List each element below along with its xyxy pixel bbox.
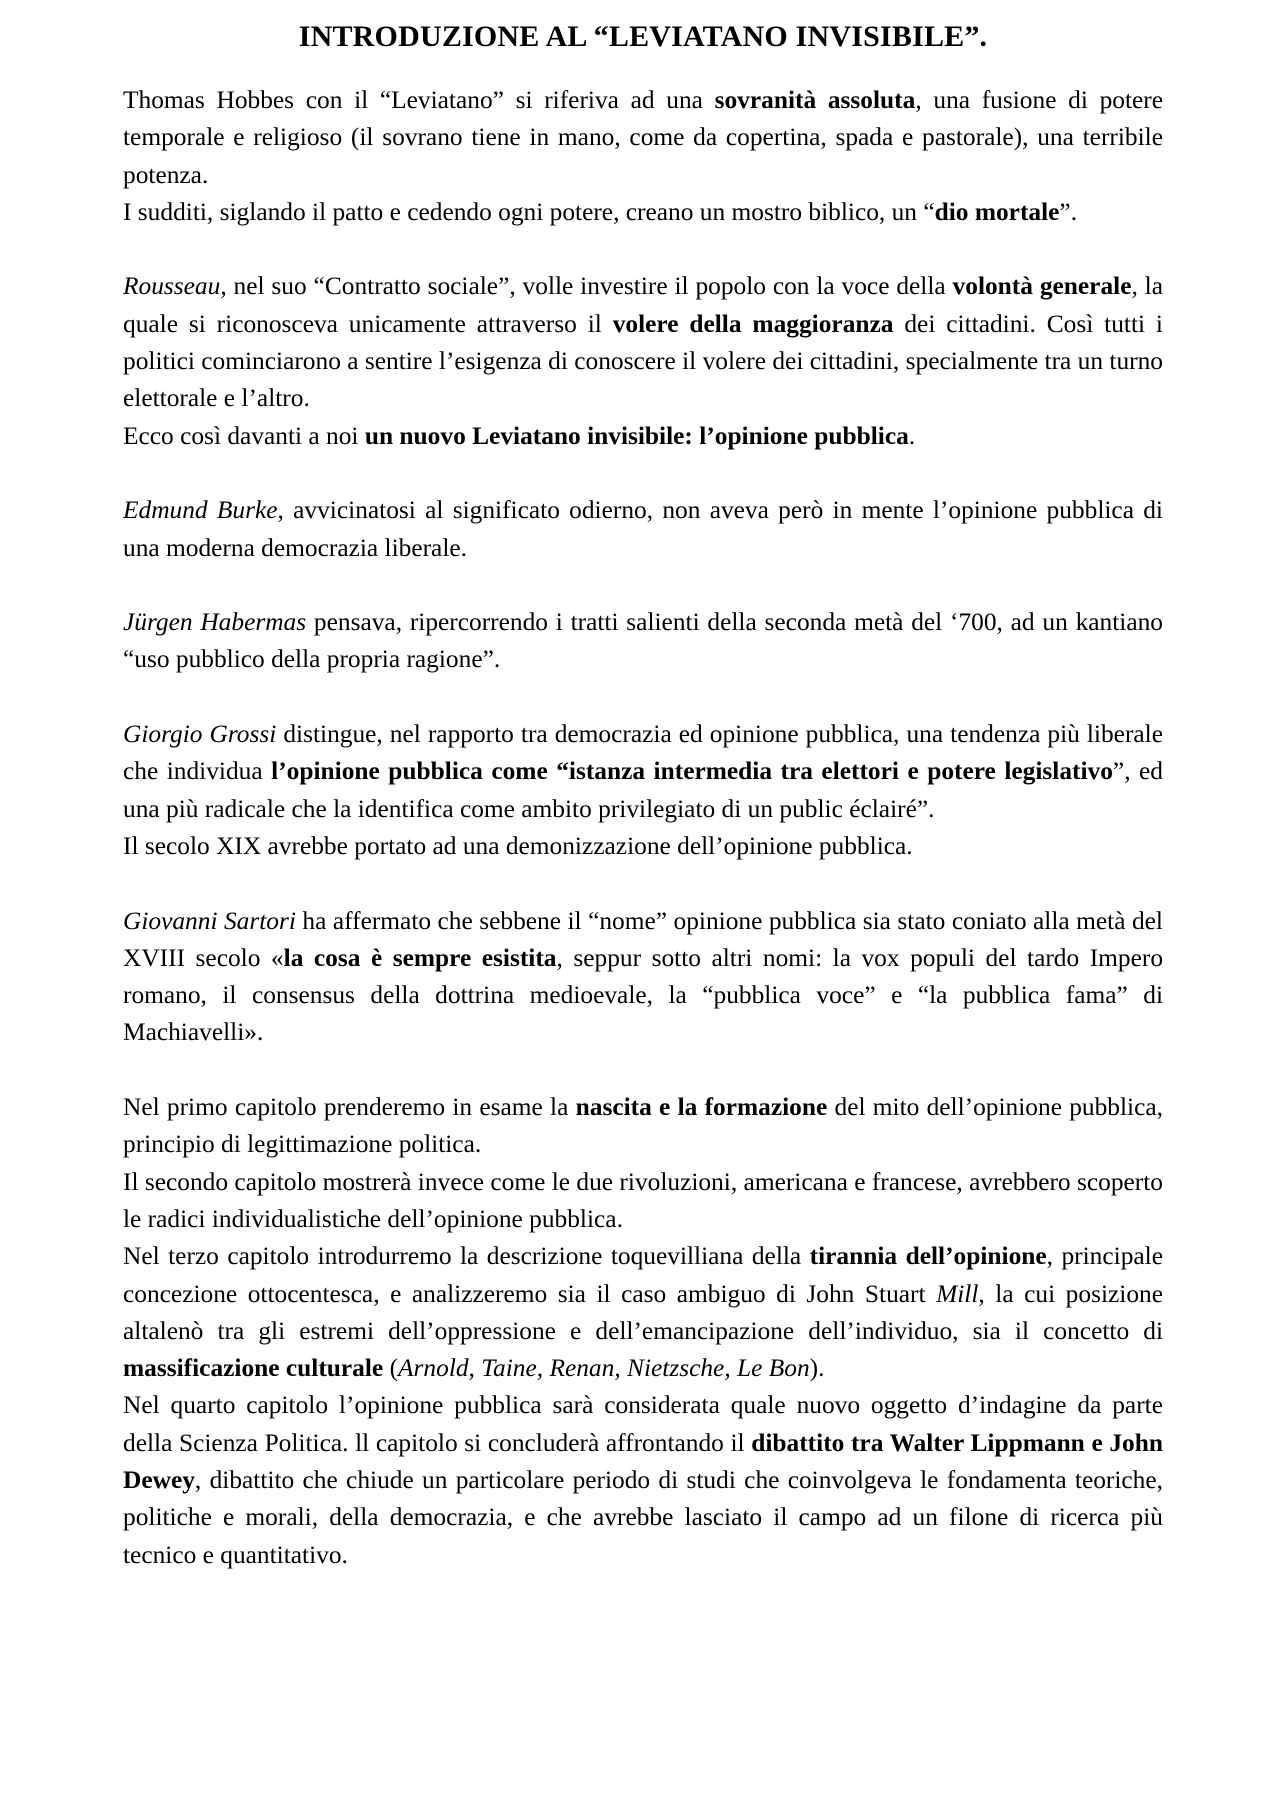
bold-text-run: dio mortale — [934, 197, 1060, 226]
text-run: dei cittadini. Così tutti i politici cominciarono a sentire l’esigenza di conoscere il volere dei cittadini, specialmente tra un turno elettorale e l’altro. — [123, 309, 1163, 413]
bold-text-run: volere della maggioranza — [612, 309, 894, 338]
text-run: Nel quarto capitolo l’opinione pubblica sarà considerata quale nuovo oggetto d’indagine da parte della Scienza Politica. ll capitolo si concluderà affrontando il — [123, 1391, 1163, 1457]
paragraph-habermas — [123, 604, 1163, 679]
bold-text-run: tirannia dell’opinione — [809, 1242, 1047, 1271]
text-run: Ecco così davanti a noi — [123, 421, 365, 450]
paragraph-grossi — [123, 716, 1163, 828]
text-run: Il secolo XIX avrebbe portato ad una demonizzazione dell’opinione pubblica. — [123, 831, 913, 860]
italic-text-run: Rousseau — [123, 272, 221, 301]
paragraph-spacer — [123, 865, 1163, 902]
paragraph-rousseau — [123, 268, 1163, 417]
text-run: , nel suo “Contratto sociale”, volle investire il popolo con la voce della — [220, 272, 953, 301]
text-run: ”, ed una più radicale che la identifica come ambito privilegiato di un public éclairé”. — [123, 757, 1163, 823]
bold-text-run: l’opinione pubblica come “istanza intermedia tra elettori e potere legislativo — [271, 757, 1113, 786]
italic-text-run: Mill — [936, 1279, 979, 1308]
text-run: , principale concezione ottocentesca, e analizzeremo sia il caso ambiguo di John Stuart — [123, 1242, 1163, 1308]
document-page — [123, 18, 1163, 1574]
text-run: ). — [809, 1354, 825, 1383]
paragraph-secondo-capitolo — [123, 1164, 1163, 1239]
text-run: , la cui posizione altalenò tra gli estremi dell’oppressione e dell’emancipazione dell’individuo, sia il concetto di — [123, 1279, 1163, 1345]
text-run: Thomas Hobbes con il “Leviatano” si riferiva ad una — [123, 86, 715, 114]
paragraph-terzo-capitolo — [123, 1238, 1163, 1387]
text-run: , la quale si riconosceva unicamente attraverso il — [123, 272, 1164, 338]
text-run: Il secondo capitolo mostrerà invece come le due rivoluzioni, americana e francese, avrebbero scoperto le radici individualistiche dell’opinione pubblica. — [123, 1167, 1163, 1233]
bold-text-run: nascita e la formazione — [575, 1093, 828, 1122]
paragraph-quarto-capitolo — [123, 1387, 1163, 1573]
text-run: ( — [383, 1354, 399, 1383]
paragraph-spacer — [123, 455, 1163, 492]
document-title: INTRODUZIONE AL “LEVIATANO INVISIBILE”. — [298, 20, 988, 53]
italic-text-run: Jürgen Habermas — [123, 608, 307, 637]
italic-text-run: Edmund Burke — [123, 496, 278, 525]
text-run: pensava, ripercorrendo i tratti salienti della seconda metà del ‘700, ad un kantiano “uso pubblico della propria ragione”. — [123, 608, 1163, 674]
italic-text-run: Giovanni Sartori — [123, 906, 296, 935]
paragraph-spacer — [123, 231, 1163, 268]
text-run: , avvicinatosi al significato odierno, non aveva però in mente l’opinione pubblica di una moderna democrazia liberale. — [123, 496, 1163, 562]
bold-text-run: massificazione culturale — [123, 1354, 384, 1383]
bold-text-run: dibattito tra Walter Lippmann e John Dewey — [123, 1428, 1163, 1494]
paragraph-ecco — [123, 418, 1163, 455]
paragraph-spacer — [123, 1052, 1163, 1089]
bold-text-run: volontà generale — [952, 272, 1132, 301]
italic-text-run: Arnold, Taine, Renan, Nietzsche, Le Bon — [398, 1354, 810, 1383]
text-run: Nel primo capitolo prenderemo in esame la — [123, 1093, 576, 1122]
text-run: , seppur sotto altri nomi: la vox populi del tardo Impero romano, il consensus della dottrina medioevale, la “pubblica voce” e “la pubblica fama” di Machiavelli». — [123, 943, 1164, 1047]
text-run: . — [908, 421, 916, 450]
text-run: I sudditi, siglando il patto e cedendo ogni potere, creano un mostro biblico, un “ — [123, 197, 935, 226]
paragraph-sudditi — [123, 194, 1163, 231]
text-run: del mito dell’opinione pubblica, principio di legittimazione politica. — [123, 1093, 1163, 1159]
text-run: ”. — [1059, 197, 1078, 226]
paragraph-burke — [123, 492, 1163, 567]
paragraph-spacer — [123, 567, 1163, 604]
text-run: , una fusione di potere temporale e religioso (il sovrano tiene in mano, come da copertina, spada e pastorale), una terribile potenza. — [123, 86, 1164, 189]
bold-text-run: la cosa è sempre esistita — [283, 943, 557, 972]
text-run: Nel terzo capitolo introdurremo la descrizione toquevilliana della — [123, 1242, 810, 1271]
bold-text-run: sovranità assoluta — [714, 86, 916, 114]
text-run: distingue, nel rapporto tra democrazia ed opinione pubblica, una tendenza più liberale che individua — [123, 720, 1163, 786]
paragraph-sartori — [123, 903, 1163, 1052]
italic-text-run: Giorgio Grossi — [123, 720, 277, 749]
text-run: ha affermato che sebbene il “nome” opinione pubblica sia stato coniato alla metà del XVIII secolo « — [123, 906, 1163, 972]
paragraph-hobbes — [123, 82, 1163, 194]
text-run: , dibattito che chiude un particolare periodo di studi che coinvolgeva le fondamenta teoriche, politiche e morali, della democrazia, e che avrebbe lasciato il campo ad un filone di ricerca più tecnico e quantitativo. — [123, 1465, 1163, 1569]
paragraph-spacer — [123, 679, 1163, 716]
bold-text-run: un nuovo Leviatano invisibile: l’opinione pubblica — [364, 421, 909, 450]
paragraph-secolo — [123, 828, 1163, 865]
paragraph-primo-capitolo — [123, 1089, 1163, 1164]
